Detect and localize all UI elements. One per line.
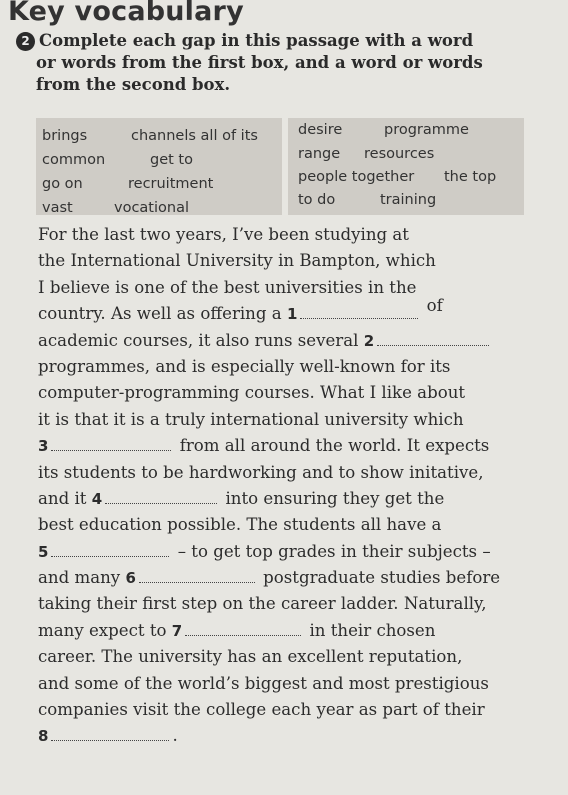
passage-line: I believe is one of the best universities in the [38, 277, 417, 297]
word-box1-item: vocational [114, 200, 189, 216]
passage-text: and many [38, 568, 121, 588]
second-word-box [288, 118, 524, 215]
reading-passage [38, 222, 558, 750]
gap-7-blank[interactable] [185, 621, 301, 636]
section-heading: Key vocabulary [8, 0, 244, 27]
word-box2-item: range [298, 146, 341, 162]
passage-text: into ensuring they get the [225, 488, 445, 508]
first-word-box [36, 118, 282, 215]
word-box1-item: go on [42, 176, 83, 192]
word-box2-item: to do [298, 192, 336, 208]
passage-text: academic courses, it also runs several [38, 330, 359, 350]
gap-number-4: 4 [91, 489, 103, 508]
passage-line [38, 328, 558, 354]
gap-2-blank[interactable] [377, 331, 489, 346]
passage-line [38, 296, 558, 327]
gap-3-blank[interactable] [51, 436, 171, 451]
instruction-line-1: Complete each gap in this passage with a word [39, 31, 474, 50]
word-box2-item: programme [384, 122, 469, 138]
exercise-instruction [16, 30, 536, 96]
gap-number-3: 3 [38, 437, 49, 456]
passage-line: For the last two years, I’ve been studying at [38, 225, 409, 244]
word-box1-item: vast [42, 200, 73, 216]
gap-4-blank[interactable] [105, 489, 217, 504]
gap-5-blank[interactable] [51, 542, 169, 557]
instruction-line-3: from the second box. [36, 75, 231, 94]
passage-text: postgraduate studies before [263, 568, 501, 588]
gap-number-7: 7 [171, 621, 183, 640]
passage-line: it is that it is a truly international university which [38, 409, 464, 429]
exercise-number-badge: 2 [16, 32, 35, 51]
passage-text: many expect to [38, 620, 167, 640]
passage-text: – to get top grades in their subjects – [177, 541, 491, 561]
word-box2-item: resources [364, 146, 435, 162]
passage-line: career. The university has an excellent reputation, [38, 647, 463, 667]
word-box2-item: the top [444, 169, 497, 185]
gap-number-5: 5 [38, 542, 49, 561]
passage-text: . [172, 726, 178, 746]
word-box2-item: training [380, 192, 437, 208]
gap-6-blank[interactable] [139, 568, 255, 583]
passage-line: taking their first step on the career ladder. Naturally, [38, 594, 487, 614]
gap-number-8: 8 [38, 727, 49, 746]
passage-line [38, 565, 558, 591]
word-box1-item: common [42, 152, 106, 168]
passage-text: from all around the world. It expects [179, 436, 490, 456]
passage-text: of [426, 296, 443, 316]
gap-number-2: 2 [363, 331, 375, 350]
passage-line [38, 486, 558, 512]
gap-1-blank[interactable] [300, 304, 418, 319]
passage-line: its students to be hardworking and to show initative, [38, 462, 484, 482]
passage-line: companies visit the college each year as part of their [38, 700, 485, 720]
word-box1-item: channels all of its [131, 128, 258, 144]
passage-line: best education possible. The students all have a [38, 515, 442, 535]
passage-line: and some of the world’s biggest and most prestigious [38, 673, 489, 693]
passage-text: country. As well as offering a [38, 304, 282, 324]
word-box2-item: people together [298, 169, 415, 185]
passage-line [38, 539, 558, 565]
gap-number-1: 1 [286, 305, 298, 324]
passage-line [38, 433, 558, 459]
passage-line [38, 723, 558, 749]
passage-text: and it [38, 488, 87, 508]
gap-number-6: 6 [125, 569, 136, 588]
passage-line: programmes, and is especially well-known for its [38, 356, 451, 376]
word-box1-item: brings [42, 128, 88, 144]
passage-line [38, 618, 558, 644]
passage-text: in their chosen [309, 620, 436, 640]
word-box1-item: get to [150, 152, 193, 168]
word-box2-item: desire [298, 122, 343, 138]
word-box1-item: recruitment [128, 176, 214, 192]
instruction-line-2: or words from the first box, and a word or words [36, 53, 483, 72]
gap-8-blank[interactable] [51, 726, 169, 741]
passage-line: computer-programming courses. What I like about [38, 383, 466, 403]
passage-line: the International University in Bampton, which [38, 251, 436, 271]
